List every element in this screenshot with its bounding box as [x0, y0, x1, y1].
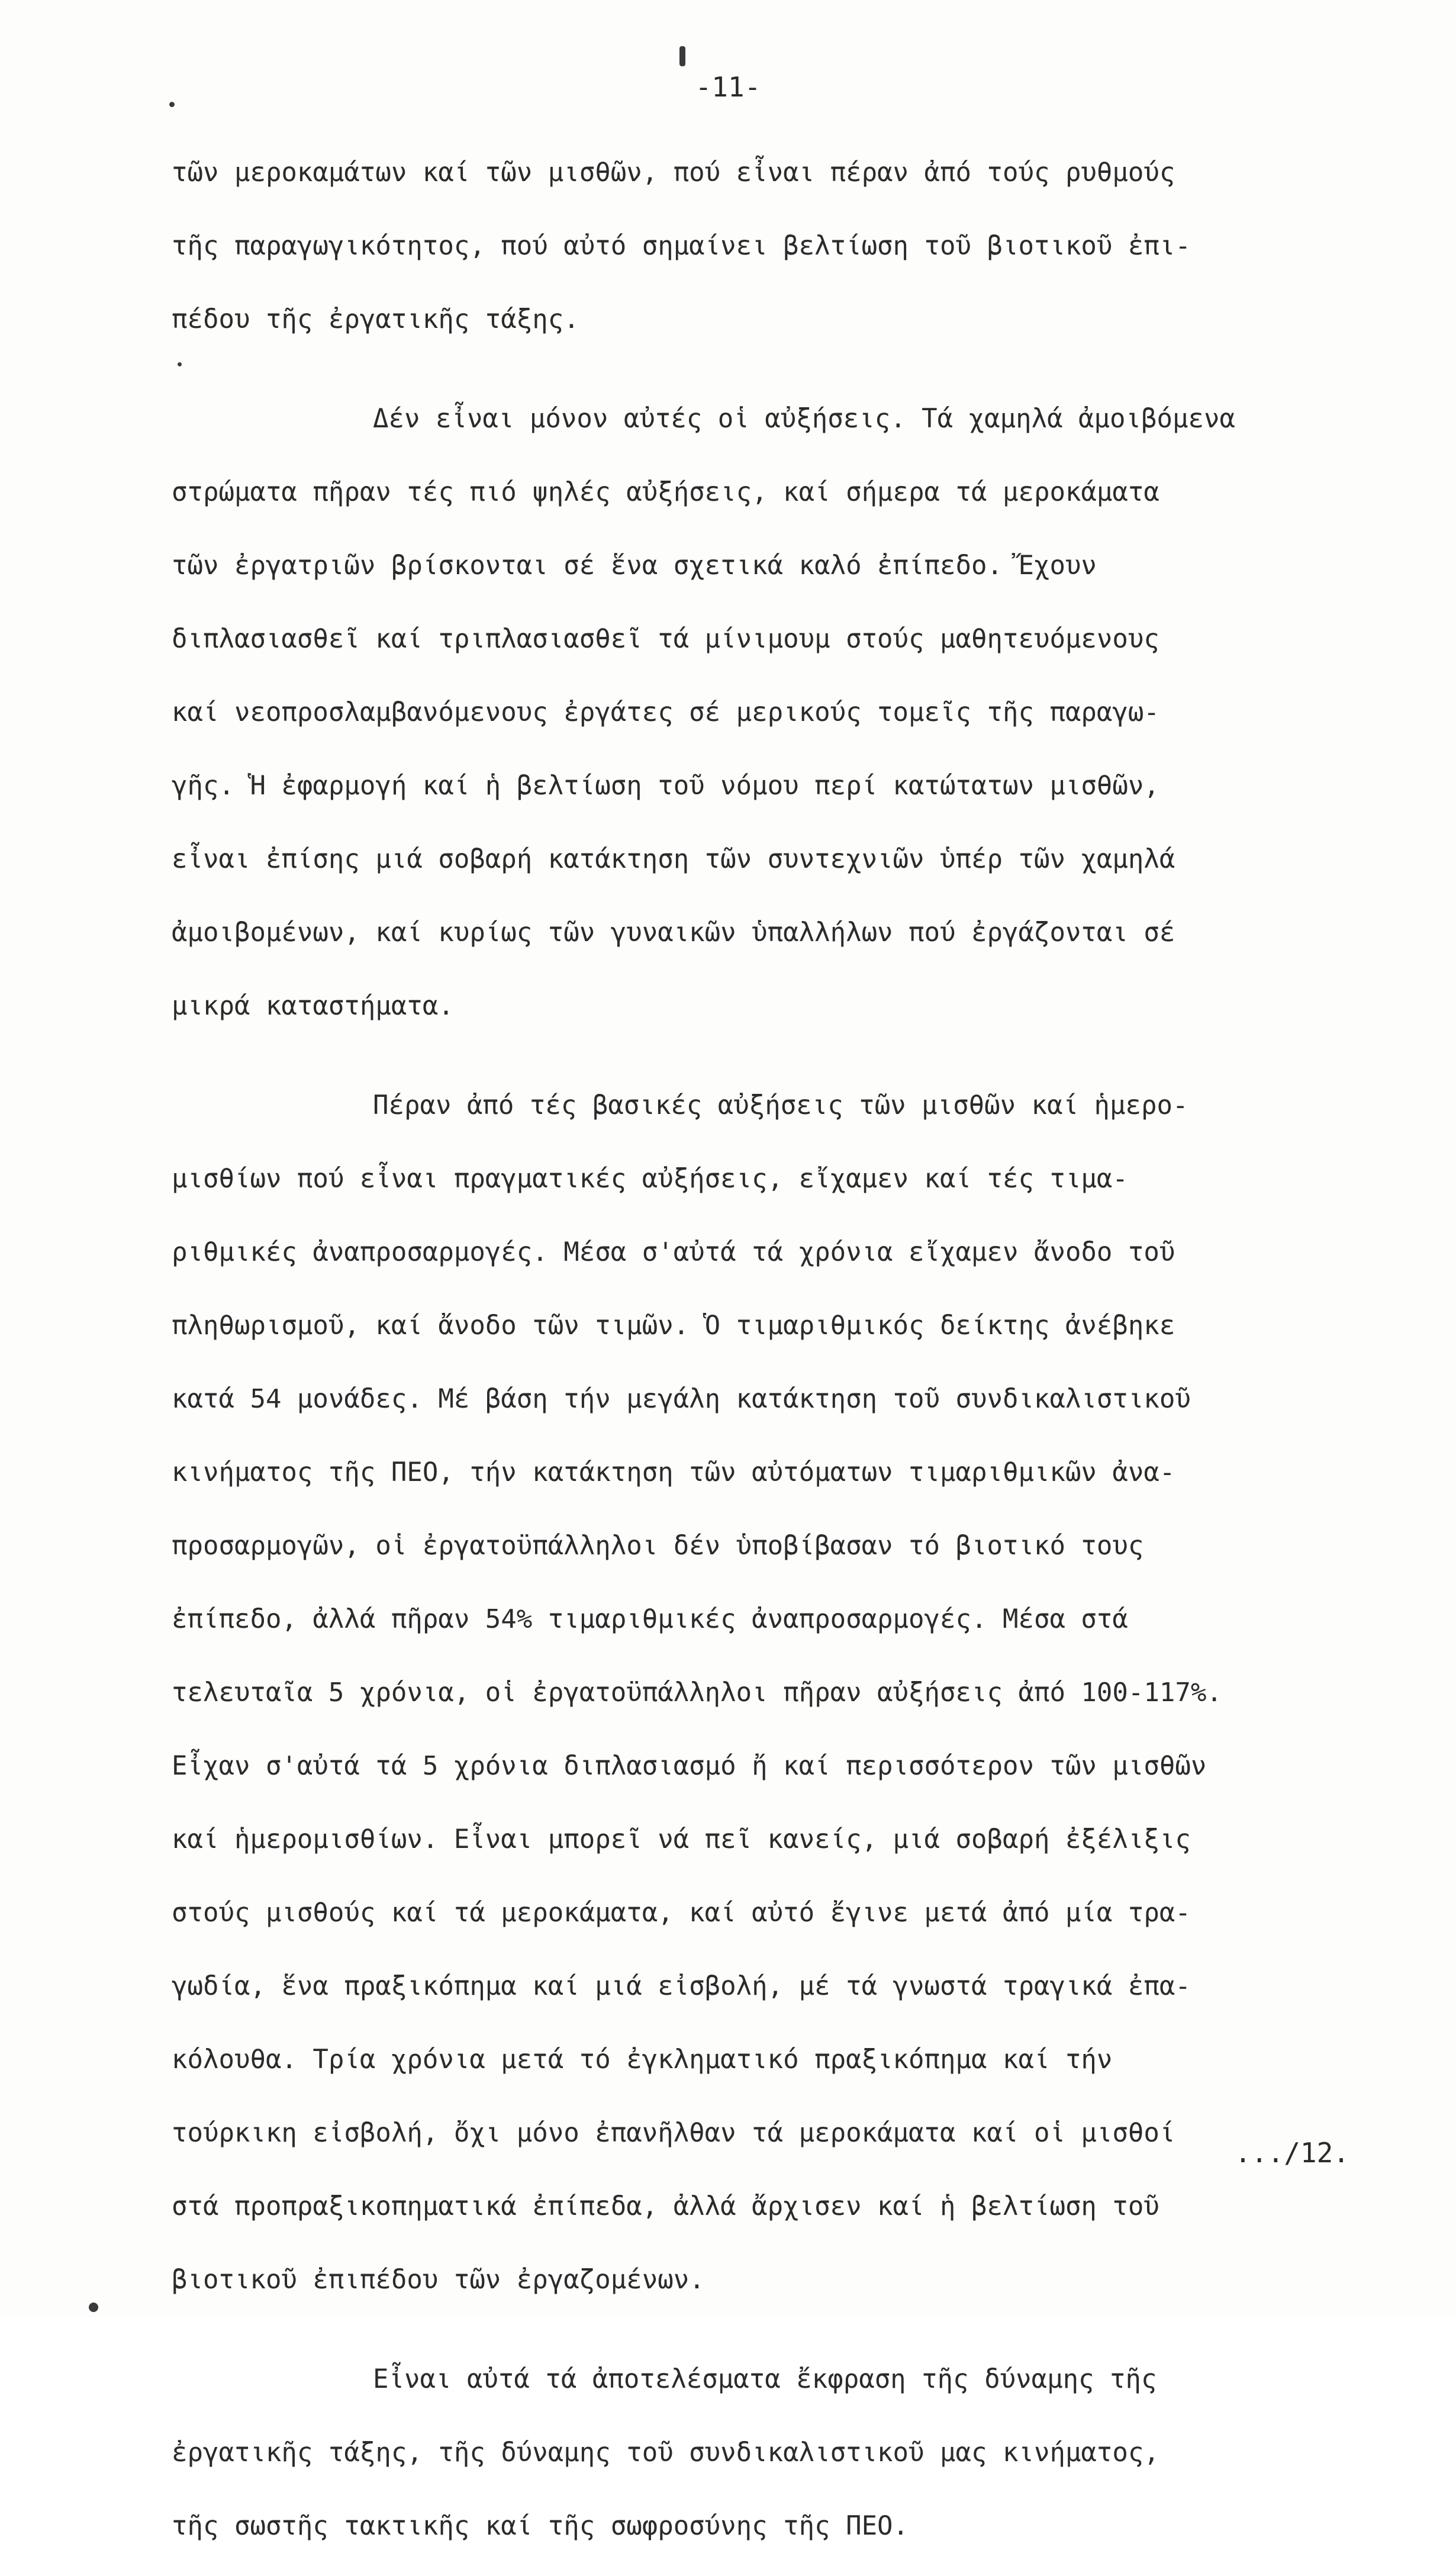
text-line: στρώματα πῆραν τές πιό ψηλές αὐξήσεις, καί σήμερα τά μεροκάματα [172, 477, 1159, 507]
text-line: τῶν ἐργατριῶν βρίσκονται σέ ἕνα σχετικά καλό ἐπίπεδο. Ἔχουν [172, 550, 1097, 581]
text-line: πέδου τῆς ἐργατικῆς τάξης. [172, 304, 579, 334]
paragraph [172, 382, 1385, 1043]
paragraph-gap [172, 2317, 1385, 2343]
text-line: ἀμοιβομένων, καί κυρίως τῶν γυναικῶν ὑπαλλήλων πού ἐργάζονται σέ [172, 917, 1175, 948]
paragraph [172, 1069, 1385, 2317]
document-body [172, 136, 1385, 2563]
text-line: κόλουθα. Τρία χρόνια μετά τό ἐγκληματικό πραξικόπημα καί τήν [172, 2044, 1113, 2075]
text-line: τούρκικη εἰσβολή, ὄχι μόνο ἐπανῆλθαν τά μεροκάματα καί οἱ μισθοί [172, 2118, 1175, 2148]
text-line: διπλασιασθεῖ καί τριπλασιασθεῖ τά μίνιμουμ στούς μαθητευόμενους [172, 624, 1159, 654]
text-line: καί νεοπροσλαμβανόμενους ἐργάτες σέ μερικούς τομεῖς τῆς παραγω- [172, 697, 1159, 727]
text-line: ἐργατικῆς τάξης, τῆς δύναμης τοῦ συνδικαλιστικοῦ μας κινήματος, [172, 2438, 1159, 2468]
text-line: μικρά καταστήματα. [172, 991, 454, 1021]
text-line: στούς μισθούς καί τά μεροκάματα, καί αὐτό ἔγινε μετά ἀπό μία τρα- [172, 1898, 1191, 1928]
text-line: Εἶναι αὐτά τά ἀποτελέσματα ἔκφραση τῆς δύναμης τῆς [373, 2364, 1157, 2394]
text-line: πληθωρισμοῦ, καί ἄνοδο τῶν τιμῶν. Ὁ τιμαριθμικός δείκτης ἀνέβηκε [172, 1311, 1175, 1341]
text-line: ριθμικές ἀναπροσαρμογές. Μέσα σ'αὐτά τά χρόνια εἴχαμεν ἄνοδο τοῦ [172, 1237, 1175, 1267]
text-line: Δέν εἶναι μόνον αὐτές οἱ αὐξήσεις. Τά χαμηλά ἀμοιβόμενα [373, 404, 1235, 434]
page-number: -11- [695, 71, 761, 103]
text-line: καί ἡμερομισθίων. Εἶναι μπορεῖ νά πεῖ κανείς, μιά σοβαρή ἐξέλιξις [172, 1824, 1191, 1854]
text-line: ἐπίπεδο, ἀλλά πῆραν 54% τιμαριθμικές ἀναπροσαρμογές. Μέσα στά [172, 1604, 1128, 1634]
paragraph [172, 2343, 1385, 2563]
ink-speck [679, 46, 685, 66]
text-line: εἶναι ἐπίσης μιά σοβαρή κατάκτηση τῶν συντεχνιῶν ὑπέρ τῶν χαμηλά [172, 844, 1175, 874]
text-line: μισθίων πού εἶναι πραγματικές αὐξήσεις, εἴχαμεν καί τές τιμα- [172, 1164, 1128, 1194]
text-line: γωδία, ἕνα πραξικόπημα καί μιά εἰσβολή, μέ τά γνωστά τραγικά ἐπα- [172, 1971, 1191, 2001]
text-line: τῆς σωστῆς τακτικῆς καί τῆς σωφροσύνης τῆς ΠΕΟ. [172, 2511, 909, 2541]
text-line: τῶν μεροκαμάτων καί τῶν μισθῶν, πού εἶναι πέραν ἀπό τούς ρυθμούς [172, 157, 1175, 188]
text-line: Εἶχαν σ'αὐτά τά 5 χρόνια διπλασιασμό ἤ καί περισσότερον τῶν μισθῶν [172, 1751, 1207, 1781]
paragraph-gap [172, 356, 1385, 382]
text-line: τῆς παραγωγικότητος, πού αὐτό σημαίνει βελτίωση τοῦ βιοτικοῦ ἐπι- [172, 231, 1191, 261]
text-line: τελευταῖα 5 χρόνια, οἱ ἐργατοϋπάλληλοι πῆραν αὐξήσεις ἀπό 100-117%. [172, 1677, 1222, 1708]
text-line: κατά 54 μονάδες. Μέ βάση τήν μεγάλη κατάκτηση τοῦ συνδικαλιστικοῦ [172, 1384, 1191, 1414]
text-line: Πέραν ἀπό τές βασικές αὐξήσεις τῶν μισθῶν καί ἡμερο- [373, 1090, 1188, 1120]
ink-speck [89, 2303, 98, 2312]
paragraph-gap [172, 1043, 1385, 1069]
text-line: κινήματος τῆς ΠΕΟ, τήν κατάκτηση τῶν αὐτόματων τιμαριθμικῶν ἀνα- [172, 1457, 1175, 1487]
text-line: γῆς. Ἡ ἐφαρμογή καί ἡ βελτίωση τοῦ νόμου περί κατώτατων μισθῶν, [172, 771, 1159, 801]
text-line: προσαρμογῶν, οἱ ἐργατοϋπάλληλοι δέν ὑποβίβασαν τό βιοτικό τους [172, 1531, 1144, 1561]
text-line: στά προπραξικοπηματικά ἐπίπεδα, ἀλλά ἄρχισεν καί ἡ βελτίωση τοῦ [172, 2191, 1159, 2221]
continuation-marker: .../12. [1235, 2137, 1349, 2169]
text-line: βιοτικοῦ ἐπιπέδου τῶν ἐργαζομένων. [172, 2265, 705, 2295]
paragraph [172, 136, 1385, 356]
